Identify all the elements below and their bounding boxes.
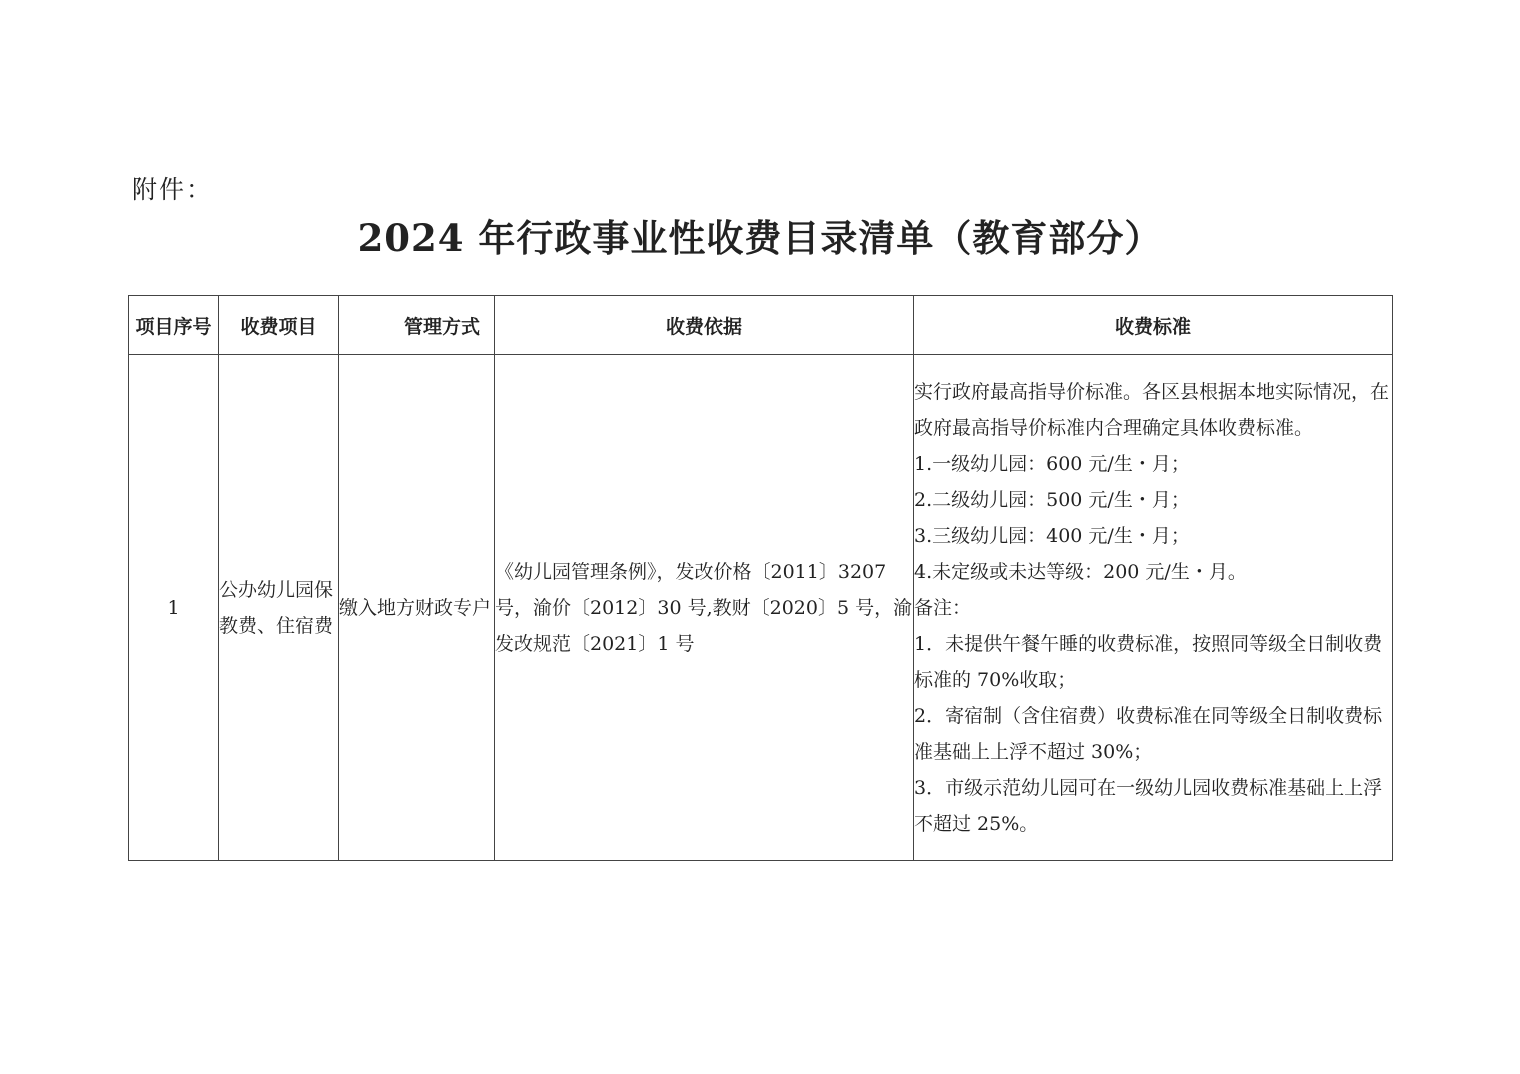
table-row xyxy=(129,355,1393,861)
standard-level-1: 1.一级幼儿园：600 元/生・月； xyxy=(914,452,1190,475)
header-basis: 收费依据 xyxy=(495,296,914,355)
cell-standard xyxy=(914,355,1393,861)
header-standard: 收费标准 xyxy=(914,296,1393,355)
cell-basis xyxy=(495,355,914,861)
standard-remark-3: 3．市级示范幼儿园可在一级幼儿园收费标准基础上上浮不超过 25%。 xyxy=(914,776,1383,835)
header-item: 收费项目 xyxy=(219,296,339,355)
standard-level-3: 3.三级幼儿园：400 元/生・月； xyxy=(914,524,1190,547)
header-seq: 项目序号 xyxy=(129,296,219,355)
basis-text: 《幼儿园管理条例》，发改价格〔2011〕3207号，渝价〔2012〕30 号,教财〔2020〕5 号，渝发改规范〔2021〕1 号 xyxy=(495,560,913,655)
cell-management xyxy=(339,355,495,861)
item-text: 公办幼儿园保教费、住宿费 xyxy=(219,578,334,637)
cell-seq: 1 xyxy=(129,355,219,861)
standard-intro: 实行政府最高指导价标准。各区县根据本地实际情况，在政府最高指导价标准内合理确定具体收费标准。 xyxy=(914,380,1390,439)
page-title: 2024 年行政事业性收费目录清单（教育部分） xyxy=(357,216,1163,260)
table-header-row xyxy=(129,296,1393,355)
fee-catalog-table xyxy=(128,295,1393,861)
management-text: 缴入地方财政专户 xyxy=(339,596,492,619)
cell-item xyxy=(219,355,339,861)
standard-remark-label: 备注： xyxy=(914,596,972,619)
standard-remark-1: 1．未提供午餐午睡的收费标准，按照同等级全日制收费标准的 70%收取； xyxy=(914,632,1383,691)
standard-level-4: 4.未定级或未达等级：200 元/生・月。 xyxy=(914,560,1247,583)
standard-level-2: 2.二级幼儿园：500 元/生・月； xyxy=(914,488,1190,511)
standard-remark-2: 2．寄宿制（含住宿费）收费标准在同等级全日制收费标准基础上上浮不超过 30%； xyxy=(914,704,1383,763)
attachment-label: 附件： xyxy=(132,175,214,204)
header-management: 管理方式 xyxy=(339,296,495,355)
